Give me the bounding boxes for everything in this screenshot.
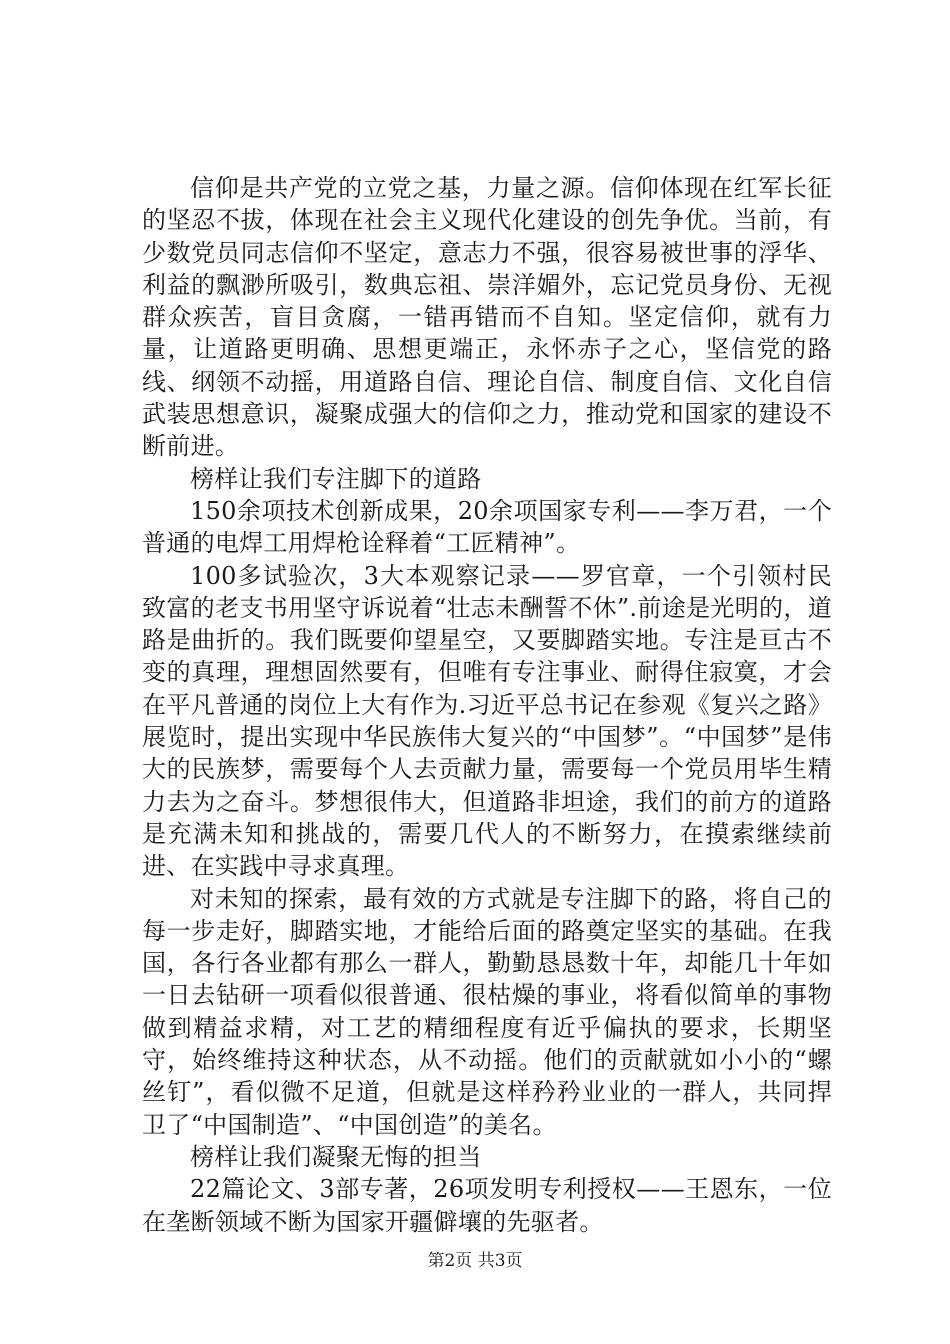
- document-body: [142, 172, 832, 1238]
- paragraph-wang-endong: 22篇论文、3部专著，26项发明专利授权——王恩东，一位在垄断领域不断为国家开疆僻壤的先驱者。: [142, 1175, 832, 1236]
- paragraph-faith: 信仰是共产党的立党之基，力量之源。信仰体现在红军长征的坚忍不拔，体现在社会主义现代化建设的创先争优。当前，有少数党员同志信仰不坚定，意志力不强，很容易被世事的浮华、利益的飘渺所吸引，数典忘祖、崇洋媚外，忘记党员身份、无视群众疾苦，盲目贪腐，一错再错而不自知。坚定信仰，就有力量，让道路更明确、思想更端正，永怀赤子之心，坚信党的路线、纲领不动摇，用道路自信、理论自信、制度自信、文化自信武装思想意识，凝聚成强大的信仰之力，推动党和国家的建设不断前进。: [142, 174, 832, 461]
- page-number-footer: 第2页 共3页: [427, 1251, 523, 1271]
- section-heading-responsibility: 榜样让我们凝聚无悔的担当: [190, 1142, 482, 1171]
- paragraph-li-wanjun: 150余项技术创新成果，20余项国家专利——李万君，一个普通的电焊工用焊枪诠释着“工匠精神”。: [142, 496, 832, 558]
- section-heading-focus: 榜样让我们专注脚下的道路: [190, 464, 482, 493]
- paragraph-luo-guanzhang: 100多试验次，3大本观察记录——罗官章，一个引领村民致富的老支书用坚守诉说着“壮志未酬誓不休”.前途是光明的，道路是曲折的。我们既要仰望星空，又要脚踏实地。专注是亘古不变的真理，理想固然要有，但唯有专注事业、耐得住寂寞，才会在平凡普通的岗位上大有作为.习近平总书记在参观《复兴之路》展览时，提出实现中华民族伟大复兴的“中国梦”。“中国梦”是伟大的民族梦，需要每个人去贡献力量，需要每一个党员用毕生精力去为之奋斗。梦想很伟大，但道路非坦途，我们的前方的道路是充满未知和挑战的，需要几代人的不断努力，在摸索继续前进、在实践中寻求真理。: [142, 561, 832, 881]
- paragraph-exploration: 对未知的探索，最有效的方式就是专注脚下的路，将自己的每一步走好，脚踏实地，才能给后面的路奠定坚实的基础。在我国，各行各业都有那么一群人，勤勤恳恳数十年，却能几十年如一日去钻研一项看似很普通、很枯燥的事业，将看似简单的事物做到精益求精，对工艺的精细程度有近乎偏执的要求，长期坚守，始终维持这种状态，从不动摇。他们的贡献就如小小的“螺丝钉”，看似微不足道，但就是这样矜矜业业的一群人，共同捍卫了“中国制造”、“中国创造”的美名。: [142, 884, 832, 1139]
